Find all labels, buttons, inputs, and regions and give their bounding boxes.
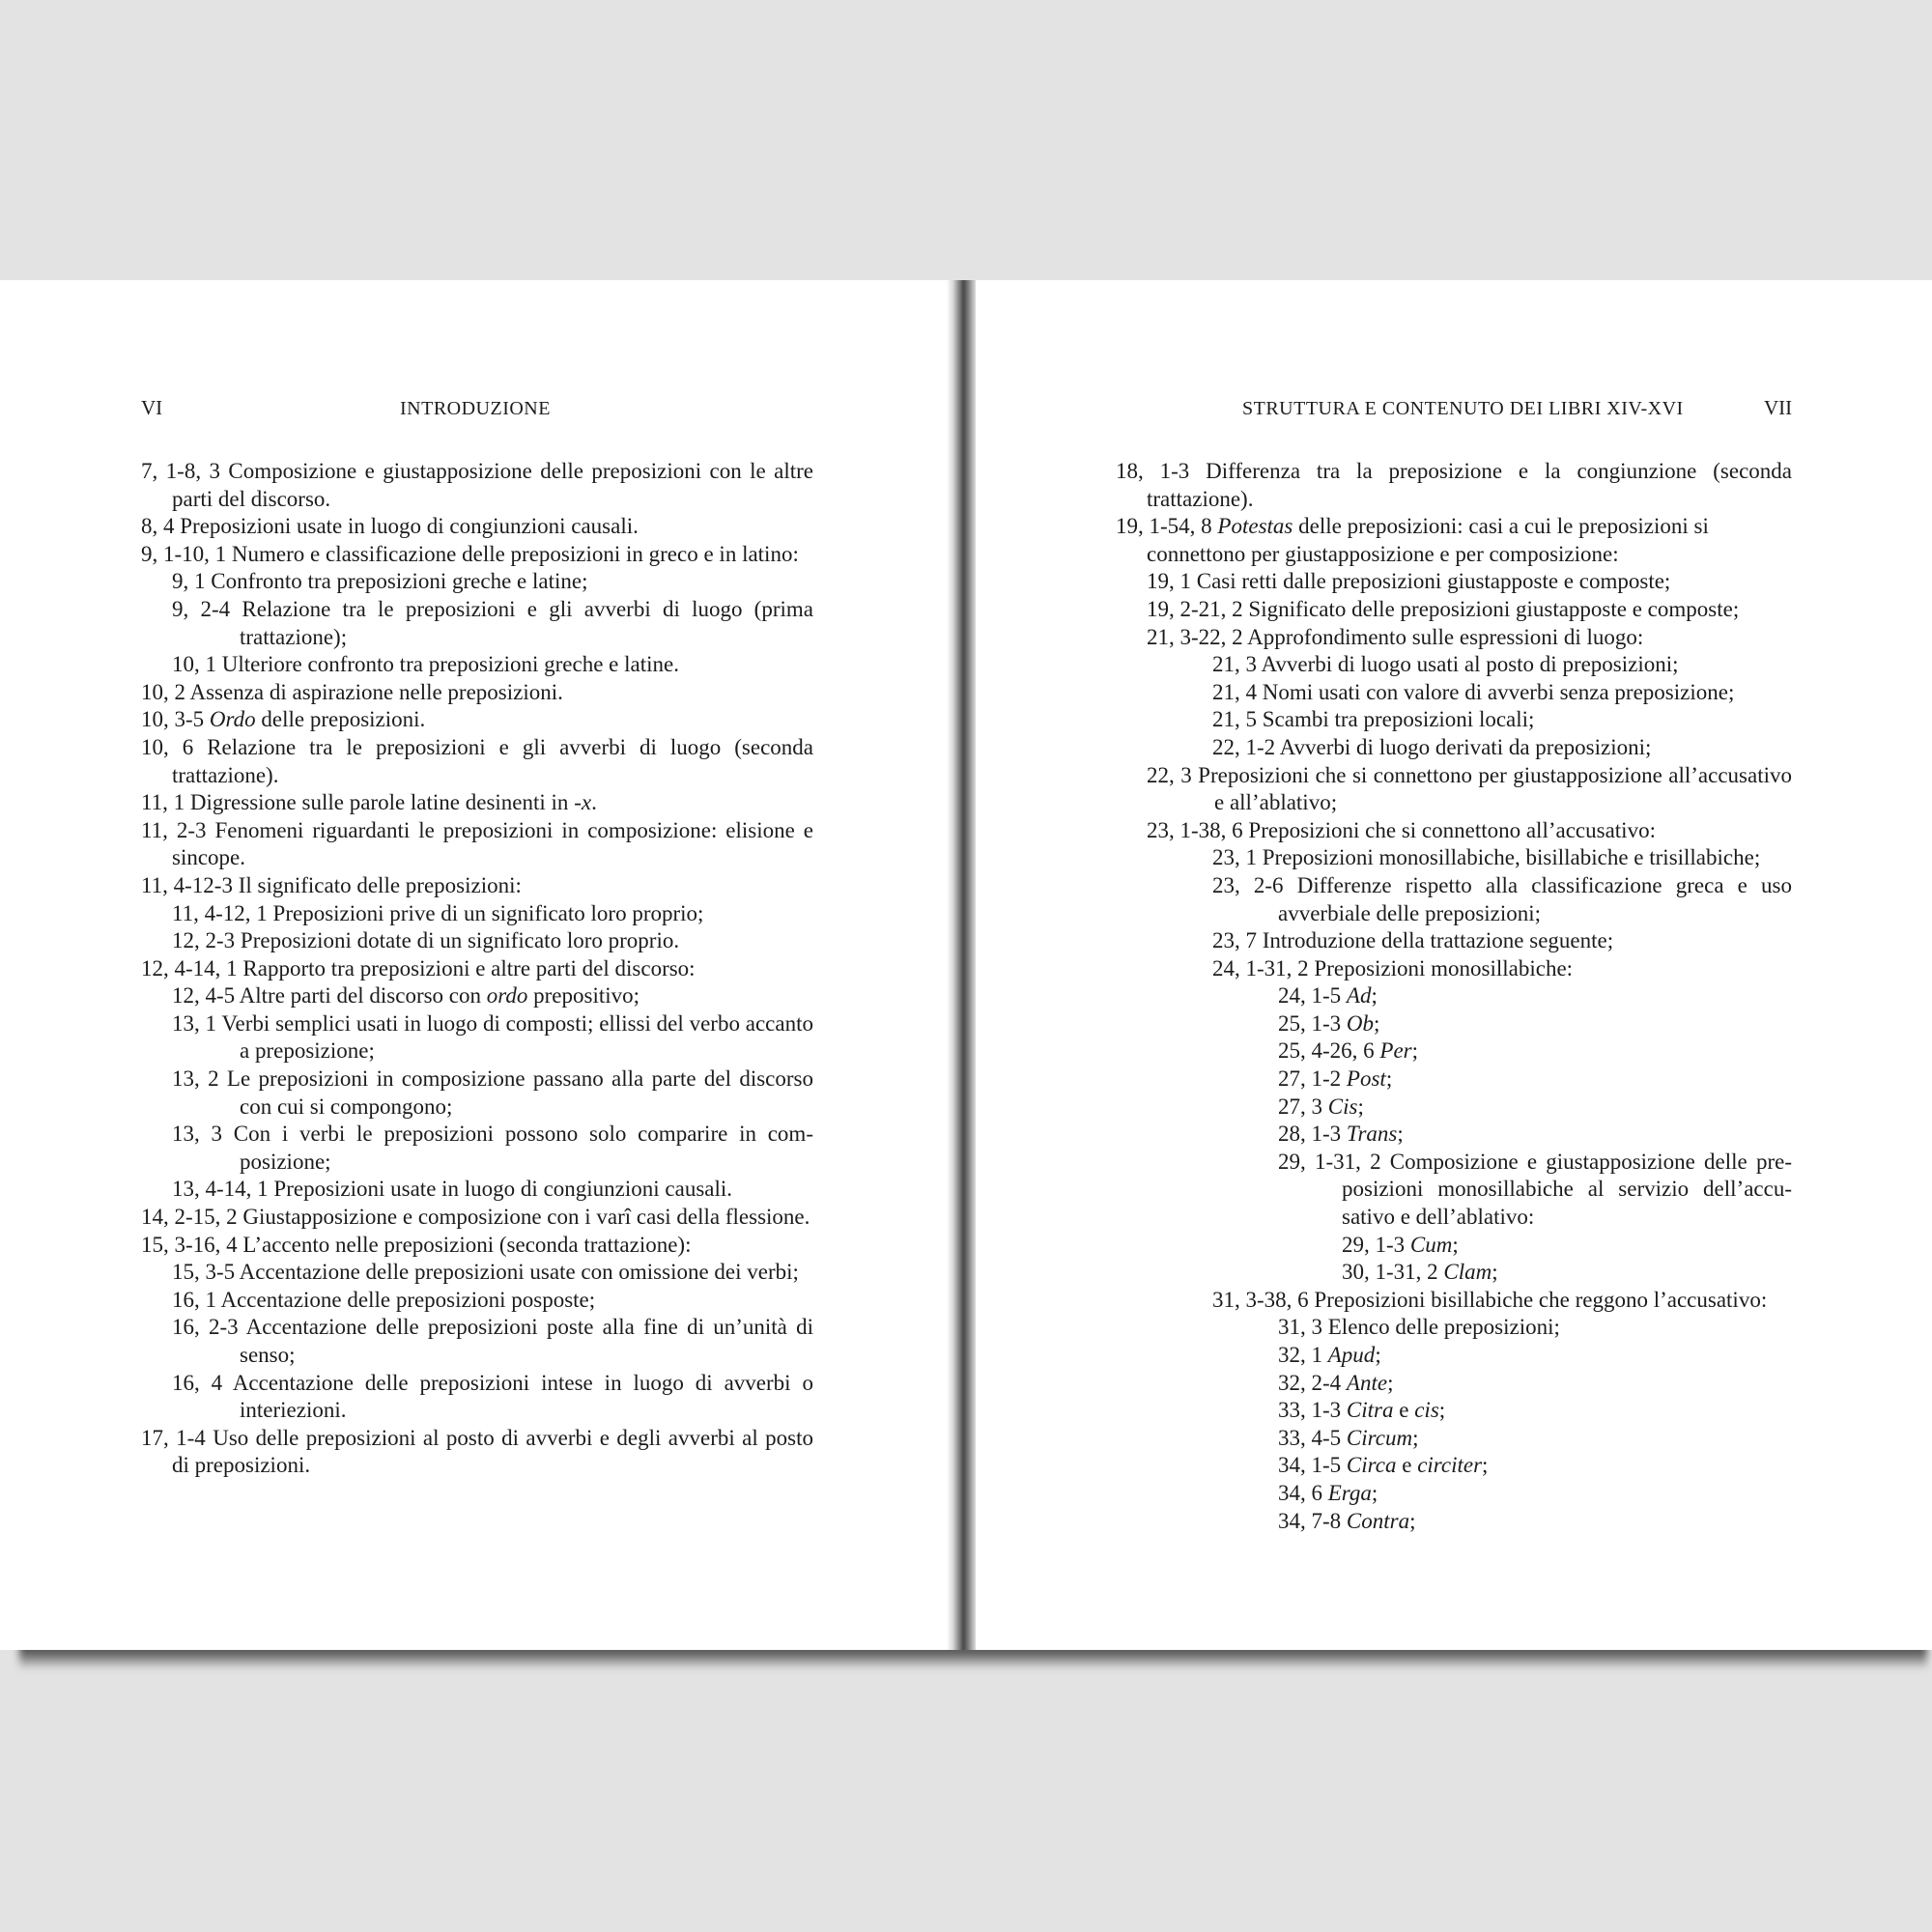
toc-entry (141, 1121, 813, 1176)
toc-entry (141, 596, 813, 651)
toc-entry (1116, 1065, 1792, 1094)
toc-entry (141, 817, 813, 872)
toc-entry-text: 15, 3-5 Accentazione delle preposizioni usate con omissione dei verbi; (172, 1260, 799, 1285)
toc-entry-italic-text: Cis (1327, 1094, 1358, 1119)
book-spread (0, 280, 1932, 1650)
toc-entry-italic-text: Erga (1327, 1480, 1372, 1505)
toc-entry-italic-text: Circa (1346, 1453, 1397, 1478)
toc-entry-text: ; (1357, 1094, 1364, 1119)
toc-entry-text: 13, 4-14, 1 Preposizioni usate in luogo di congiunzioni causali. (172, 1177, 733, 1202)
toc-entry-text: . (591, 790, 597, 815)
toc-entry-text: 21, 3-22, 2 Approfondimento sulle espressioni di luogo: (1147, 624, 1644, 649)
running-head: INTRODUZIONE (400, 398, 551, 419)
toc-entry-text: 25, 1-3 (1278, 1010, 1347, 1036)
toc-entry-text: 27, 1-2 (1278, 1066, 1347, 1092)
toc-entry-text: 16, 4 Accentazione delle preposizioni intese in luogo di avverbi o interiezioni. (172, 1370, 813, 1423)
toc-entry-text: 13, 3 Con i verbi le preposizioni possono solo comparire in composizione; (172, 1122, 813, 1174)
toc-entry-text: 31, 3-38, 6 Preposizioni bisillabiche che reggono l’accusativo: (1212, 1287, 1768, 1312)
toc-entry (141, 900, 813, 928)
toc-entry-text: 21, 5 Scambi tra preposizioni locali; (1212, 707, 1535, 732)
toc-entry-italic-text: Citra (1346, 1398, 1394, 1423)
toc-entry-text: 13, 1 Verbi semplici usati in luogo di composti; ellissi del verbo accanto a preposizione; (172, 1010, 813, 1064)
toc-entry-text: 11, 4-12-3 Il significato delle preposizioni: (141, 872, 522, 897)
toc-entry-text: 24, 1-31, 2 Preposizioni monosillabiche: (1212, 955, 1574, 980)
toc-entry (1116, 1094, 1792, 1122)
toc-entry-text: 31, 3 Elenco delle preposizioni; (1278, 1315, 1560, 1340)
right-page (976, 280, 1932, 1650)
toc-entry (141, 789, 813, 817)
toc-entry (141, 1425, 813, 1480)
toc-entry (141, 458, 813, 513)
toc-entry-text: ; (1438, 1398, 1446, 1423)
toc-entry-italic-text: Per (1379, 1038, 1412, 1064)
toc-entry-text: 29, 1-3 (1342, 1232, 1410, 1257)
page-number: VII (1764, 396, 1793, 419)
toc-entry (1116, 1149, 1792, 1232)
toc-entry (1116, 1370, 1792, 1398)
toc-entry-text: 21, 4 Nomi usati con valore di avverbi senza preposizione; (1212, 679, 1735, 704)
toc-entry-text: 16, 2-3 Accentazione delle preposizioni poste alla fine di un’unità di senso; (172, 1315, 813, 1367)
toc-entry-text: 19, 1 Casi retti dalle preposizioni giustapposte e composte; (1147, 569, 1671, 594)
toc-entry (141, 1232, 813, 1260)
toc-entry (1116, 706, 1792, 734)
toc-entry-text: 32, 1 (1278, 1343, 1328, 1367)
toc-entry (141, 1204, 813, 1232)
toc-entry-text: 9, 1 Confronto tra preposizioni greche e latine; (172, 569, 588, 594)
table-of-contents (1116, 458, 1792, 1535)
toc-entry-text: 22, 3 Preposizioni che si connettono per giustapposizione all’accusativo e all’ablativo; (1147, 762, 1792, 815)
toc-entry-text: 12, 4-5 Altre parti del discorso con (172, 983, 487, 1009)
toc-entry (1116, 1314, 1792, 1342)
toc-entry (1116, 651, 1792, 679)
toc-entry-italic-text: Ad (1346, 983, 1372, 1009)
table-of-contents (141, 458, 813, 1480)
toc-entry-text: ; (1387, 1370, 1394, 1395)
toc-entry (1116, 1232, 1792, 1260)
toc-entry (141, 1010, 813, 1065)
toc-entry-text: 11, 4-12, 1 Preposizioni prive di un significato loro proprio; (172, 900, 704, 925)
toc-entry-text: 32, 2-4 (1278, 1370, 1347, 1395)
toc-entry-text: 33, 1-3 (1278, 1398, 1347, 1423)
toc-entry-text: 17, 1-4 Uso delle preposizioni al posto di avverbi e degli avverbi al posto di preposizioni. (141, 1425, 813, 1478)
toc-entry-text: 12, 4-14, 1 Rapporto tra preposizioni e altre parti del discorso: (141, 955, 696, 980)
toc-entry (1116, 1425, 1792, 1453)
toc-entry-italic-text: Cum (1409, 1232, 1453, 1257)
toc-entry (141, 982, 813, 1010)
toc-entry-text: ; (1374, 1010, 1380, 1036)
toc-entry (1116, 1342, 1792, 1370)
toc-entry (141, 1259, 813, 1287)
toc-entry (1116, 1508, 1792, 1536)
toc-entry-text: 19, 1-54, 8 (1116, 514, 1218, 539)
toc-entry-text: 9, 1-10, 1 Numero e classificazione delle preposizioni in greco e in latino: (141, 541, 799, 566)
toc-entry (141, 706, 813, 734)
toc-entry-italic-text: Potestas (1217, 514, 1293, 539)
toc-entry (1116, 1480, 1792, 1508)
toc-entry (1116, 458, 1792, 513)
toc-entry-text: delle preposizioni: casi a cui le preposizioni si connettono per giustapposizione e per composizione: (1147, 514, 1709, 566)
toc-entry-text: 21, 3 Avverbi di luogo usati al posto di preposizioni; (1212, 652, 1679, 677)
toc-entry-text: e (1396, 1453, 1418, 1478)
toc-entry-text: 34, 1-5 (1278, 1453, 1347, 1478)
toc-entry-text: ; (1411, 1038, 1419, 1064)
toc-entry (141, 651, 813, 679)
toc-entry (141, 679, 813, 707)
toc-entry (141, 1287, 813, 1315)
toc-entry-text: 33, 4-5 (1278, 1425, 1347, 1450)
toc-entry-text: 10, 2 Assenza di aspirazione nelle preposizioni. (141, 679, 563, 704)
toc-entry (1116, 1397, 1792, 1425)
toc-entry-text: ; (1371, 983, 1378, 1009)
toc-entry-text: 13, 2 Le preposizioni in composizione passano alla parte del discorso con cui si compongono; (172, 1066, 813, 1119)
toc-entry (1116, 955, 1792, 983)
toc-entry-text: ; (1482, 1453, 1489, 1478)
toc-entry (1116, 1452, 1792, 1480)
toc-entry (1116, 596, 1792, 624)
toc-entry-text: 29, 1-31, 2 Composizione e giustapposizione delle preposizioni monosillabiche al servizio dell’accusativo e dell’ablativo: (1278, 1149, 1792, 1230)
toc-entry-text: delle preposizioni. (255, 707, 426, 732)
toc-entry-italic-text: cis (1414, 1398, 1439, 1423)
toc-entry (1116, 872, 1792, 927)
toc-entry-italic-text: Circum (1346, 1425, 1413, 1450)
toc-entry-text: 19, 2-21, 2 Significato delle preposizioni giustapposte e composte; (1147, 596, 1740, 621)
toc-entry-italic-text: Ordo (209, 707, 256, 732)
toc-entry (141, 927, 813, 955)
toc-entry-text: 16, 1 Accentazione delle preposizioni posposte; (172, 1287, 596, 1312)
toc-entry (1116, 734, 1792, 762)
toc-entry-text: 23, 7 Introduzione della trattazione seguente; (1212, 928, 1614, 953)
toc-entry-text: 18, 1-3 Differenza tra la preposizione e la congiunzione (seconda trattazione). (1116, 459, 1792, 511)
toc-entry (141, 1370, 813, 1425)
toc-entry (141, 872, 813, 900)
toc-entry-text: 25, 4-26, 6 (1278, 1038, 1380, 1064)
toc-entry-text: prepositivo; (527, 983, 640, 1009)
toc-entry-text: 11, 2-3 Fenomeni riguardanti le preposizioni in composizione: elisione e sincope. (141, 817, 813, 870)
toc-entry (1116, 844, 1792, 872)
toc-entry-text: 10, 3-5 (141, 707, 210, 732)
toc-entry (141, 541, 813, 569)
toc-entry (1116, 1259, 1792, 1287)
toc-entry-text: ; (1397, 1122, 1404, 1147)
toc-entry-text: 30, 1-31, 2 (1342, 1260, 1444, 1285)
toc-entry-text: 9, 2-4 Relazione tra le preposizioni e gli avverbi di luogo (prima trattazione); (172, 596, 813, 649)
toc-entry-text: 8, 4 Preposizioni usate in luogo di congiunzioni causali. (141, 514, 639, 539)
toc-entry (141, 1176, 813, 1204)
toc-entry-italic-text: -x (574, 790, 592, 815)
toc-entry-text: 24, 1-5 (1278, 983, 1347, 1009)
toc-entry (141, 513, 813, 541)
toc-entry-text: 10, 1 Ulteriore confronto tra preposizioni greche e latine. (172, 652, 679, 677)
toc-entry (1116, 1010, 1792, 1038)
toc-entry-text: e (1393, 1398, 1415, 1423)
left-page (0, 280, 953, 1650)
toc-entry-italic-text: Post (1346, 1066, 1386, 1092)
toc-entry (1116, 1037, 1792, 1065)
toc-entry (1116, 1287, 1792, 1315)
toc-entry-italic-text: ordo (486, 983, 528, 1009)
toc-entry (1116, 679, 1792, 707)
toc-entry (141, 1065, 813, 1121)
toc-entry-italic-text: Ob (1346, 1010, 1375, 1036)
toc-entry-text: ; (1452, 1232, 1459, 1257)
toc-entry-italic-text: Apud (1327, 1343, 1376, 1367)
toc-entry-italic-text: circiter (1417, 1453, 1483, 1478)
toc-entry (1116, 927, 1792, 955)
toc-entry-text: ; (1492, 1260, 1498, 1285)
toc-entry-text: ; (1409, 1508, 1416, 1533)
toc-entry (1116, 817, 1792, 845)
toc-entry-text: ; (1371, 1480, 1378, 1505)
toc-entry-text: 12, 2-3 Preposizioni dotate di un significato loro proprio. (172, 928, 680, 953)
toc-entry-text: 27, 3 (1278, 1094, 1328, 1119)
toc-entry (141, 568, 813, 596)
toc-entry-text: 23, 1-38, 6 Preposizioni che si connettono all’accusativo: (1147, 817, 1656, 842)
toc-entry-text: 11, 1 Digressione sulle parole latine desinenti in (141, 790, 575, 815)
toc-entry-text: ; (1385, 1066, 1393, 1092)
toc-entry-italic-text: Contra (1346, 1508, 1410, 1533)
toc-entry-text: ; (1375, 1343, 1381, 1367)
toc-entry-italic-text: Ante (1346, 1370, 1388, 1395)
toc-entry-text: ; (1412, 1425, 1419, 1450)
toc-entry (1116, 1121, 1792, 1149)
toc-entry-text: 23, 1 Preposizioni monosillabiche, bisillabiche e trisillabiche; (1212, 845, 1761, 870)
toc-entry (141, 1314, 813, 1369)
toc-entry (1116, 568, 1792, 596)
toc-entry-text: 34, 7-8 (1278, 1508, 1347, 1533)
running-head: STRUTTURA E CONTENUTO DEI LIBRI XIV-XVI (1242, 398, 1684, 419)
toc-entry-italic-text: Clam (1443, 1260, 1492, 1285)
toc-entry-text: 14, 2-15, 2 Giustapposizione e composizione con i varî casi della flessione. (141, 1205, 810, 1230)
toc-entry (141, 955, 813, 983)
toc-entry (141, 734, 813, 789)
toc-entry (1116, 762, 1792, 817)
toc-entry-text: 28, 1-3 (1278, 1122, 1347, 1147)
toc-entry (1116, 513, 1792, 568)
toc-entry-text: 7, 1-8, 3 Composizione e giustapposizione delle preposizioni con le altre parti del discorso. (141, 459, 813, 511)
toc-entry-text: 22, 1-2 Avverbi di luogo derivati da preposizioni; (1212, 734, 1652, 759)
toc-entry-italic-text: Trans (1346, 1122, 1398, 1147)
toc-entry-text: 23, 2-6 Differenze rispetto alla classificazione greca e uso avverbiale delle preposizioni; (1212, 872, 1792, 925)
toc-entry-text: 34, 6 (1278, 1480, 1328, 1505)
toc-entry (1116, 624, 1792, 652)
page-number: VI (141, 396, 163, 419)
toc-entry-text: 10, 6 Relazione tra le preposizioni e gli avverbi di luogo (seconda trattazione). (141, 734, 813, 787)
toc-entry (1116, 982, 1792, 1010)
toc-entry-text: 15, 3-16, 4 L’accento nelle preposizioni (seconda trattazione): (141, 1232, 692, 1257)
